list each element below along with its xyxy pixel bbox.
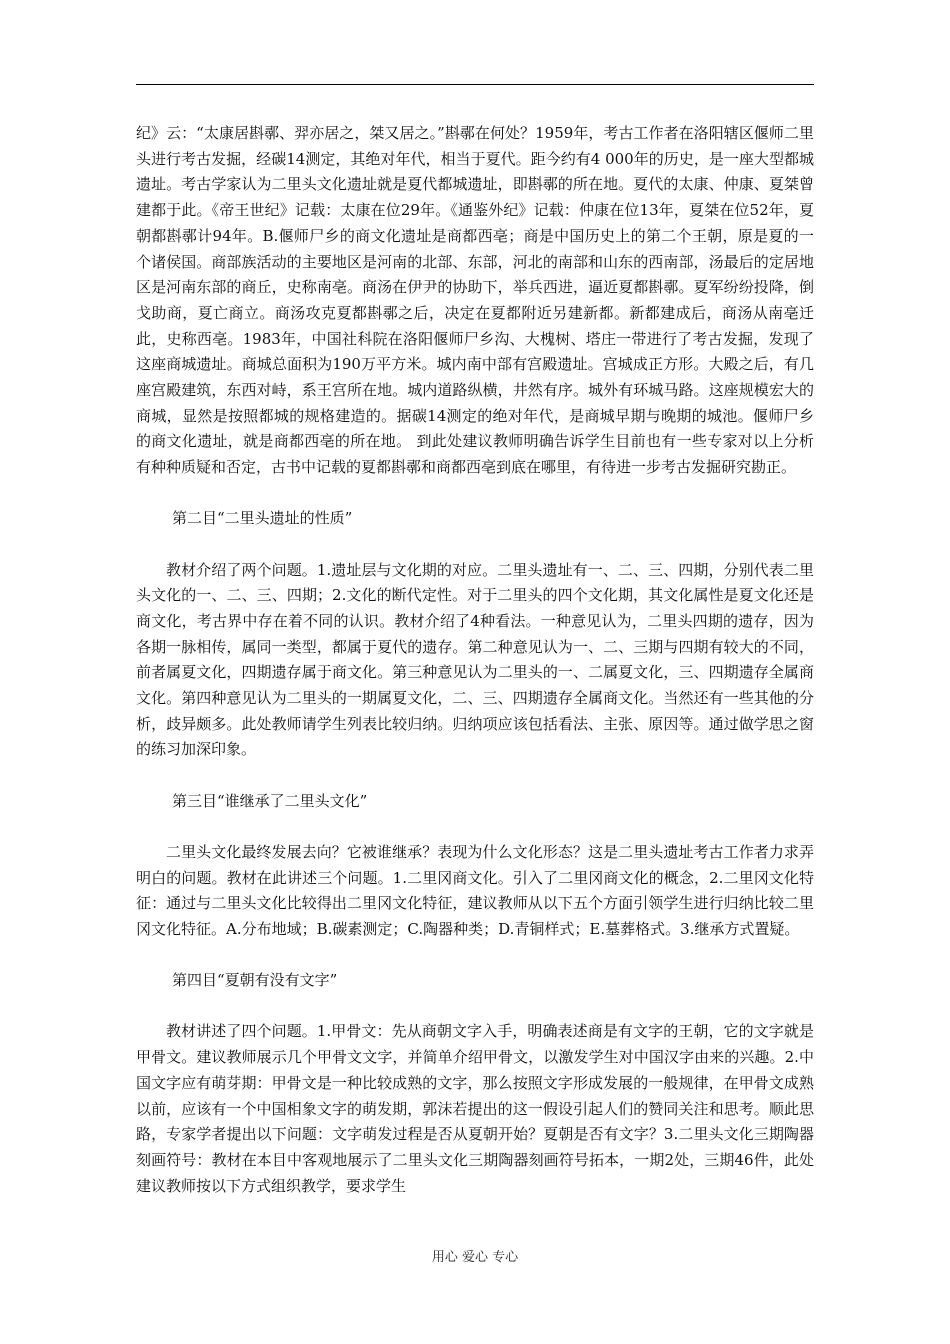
header-rule (136, 84, 814, 85)
paragraph-1: 纪》云：“太康居斟鄩、羿亦居之，桀又居之。”斟鄩在何处？1959年，考古工作者在洛阳辖区偃师二里头进行考古发掘，经碳14测定，其绝对年代，相当于夏代。距今约有4 000年的历史，是一座大型都城遗址。考古学家认为二里头文化遗址就是夏代都城遗址，即斟鄩的所在地。夏代的太康、仲康、夏桀曾建都于此。《帝王世纪》记载：太康在位29年。《通鉴外纪》记载：仲康在位13年，夏桀在位52年，夏朝都斟鄩计94年。B.偃师尸乡的商文化遗址是商都西亳；商是中国历史上的第二个王朝，原是夏的一个诸侯国。商部族活动的主要地区是河南的北部、东部，河北的南部和山东的西南部，汤最后的定居地区是河南东部的商丘，史称南亳。商汤在伊尹的协助下，举兵西进，逼近夏都斟鄩。夏军纷纷投降，倒戈助商，夏亡商立。商汤攻克夏都斟鄩之后，决定在夏都附近另建新都。新都建成后，商汤从南亳迁此，史称西亳。1983年，中国社科院在洛阳偃师尸乡沟、大槐树、塔庄一带进行了考古发掘，发现了这座商城遗址。商城总面积为190万平方米。城内南中部有宫殿遗址。宫城成正方形。大殿之后，有几座宫殿建筑，东西对峙，系王宫所在地。城内道路纵横，井然有序。城外有环城马路。这座规模宏大的商城，显然是按照都城的规格建造的。据碳14测定的绝对年代，是商城早期与晚期的城池。偃师尸乡的商文化遗址，就是商都西亳的所在地。 到此处建议教师明确告诉学生目前也有一些专家对以上分析有种种质疑和否定，古书中记载的夏都斟鄩和商都西亳到底在哪里，有待进一步考古发掘研究勘正。 (136, 124, 814, 477)
paragraph-gap (136, 763, 814, 789)
paragraph-gap (136, 943, 814, 969)
paragraph-gap (136, 994, 814, 1020)
paragraph-gap (136, 481, 814, 507)
paragraph-gap (136, 814, 814, 840)
document-body (136, 121, 814, 1199)
section-heading-4: 第四目“夏朝有没有文字” (172, 971, 338, 990)
paragraph-4: 教材讲述了四个问题。1.甲骨文：先从商朝文字入手，明确表述商是有文字的王朝，它的文字就是甲骨文。建议教师展示几个甲骨文文字，并简单介绍甲骨文，以激发学生对中国汉字由来的兴趣。2.中国文字应有萌芽期：甲骨文是一种比较成熟的文字，那么按照文字形成发展的一般规律，在甲骨文成熟以前，应该有一个中国相象文字的萌发期，郭沫若提出的这一假设引起人们的赞同关注和思考。顺此思路，专家学者提出以下问题：文字萌发过程是否从夏朝开始？夏朝是否有文字？3.二里头文化三期陶器刻画符号：教材在本目中客观地展示了二里头文化三期陶器刻画符号拓本，一期2处，三期46件，此处建议教师按以下方式组织教学，要求学生 (136, 1022, 814, 1195)
paragraph-3: 二里头文化最终发展去向？它被谁继承？表现为什么文化形态？这是二里头遗址考古工作者力求弄明白的问题。教材在此讲述三个问题。1.二里冈商文化。引入了二里冈商文化的概念，2.二里冈文化特征：通过与二里头文化比较得出二里冈文化特征，建议教师从以下五个方面引领学生进行归纳比较二里冈文化特征。A.分布地域；B.碳素测定；C.陶器种类；D.青铜样式；E.墓葬格式。3.继承方式置疑。 (136, 842, 814, 938)
section-heading-3: 第三目“谁继承了二里头文化” (172, 791, 368, 810)
page-footer: 用心 爱心 专心 (431, 1250, 519, 1265)
section-heading-2: 第二目“二里头遗址的性质” (172, 509, 353, 528)
paragraph-2: 教材介绍了两个问题。1.遗址层与文化期的对应。二里头遗址有一、二、三、四期，分别代表二里头文化的一、二、三、四期；2.文化的断代定性。对于二里头的四个文化期，其文化属性是夏文化还是商文化，考古界中存在着不同的认识。教材介绍了4种看法。一种意见认为，二里头四期的遗存，因为各期一脉相传，属同一类型，都属于夏代的遗存。第二种意见认为一、二、三期与四期有较大的不同，前者属夏文化，四期遗存属于商文化。第三种意见认为二里头的一、二属夏文化，三、四期遗存全属商文化。第四种意见认为二里头的一期属夏文化，二、三、四期遗存全属商文化。当然还有一些其他的分析，歧异颇多。此处教师请学生列表比较归纳。归纳项应该包括看法、主张、原因等。通过做学思之窗的练习加深印象。 (136, 560, 814, 759)
paragraph-gap (136, 532, 814, 558)
